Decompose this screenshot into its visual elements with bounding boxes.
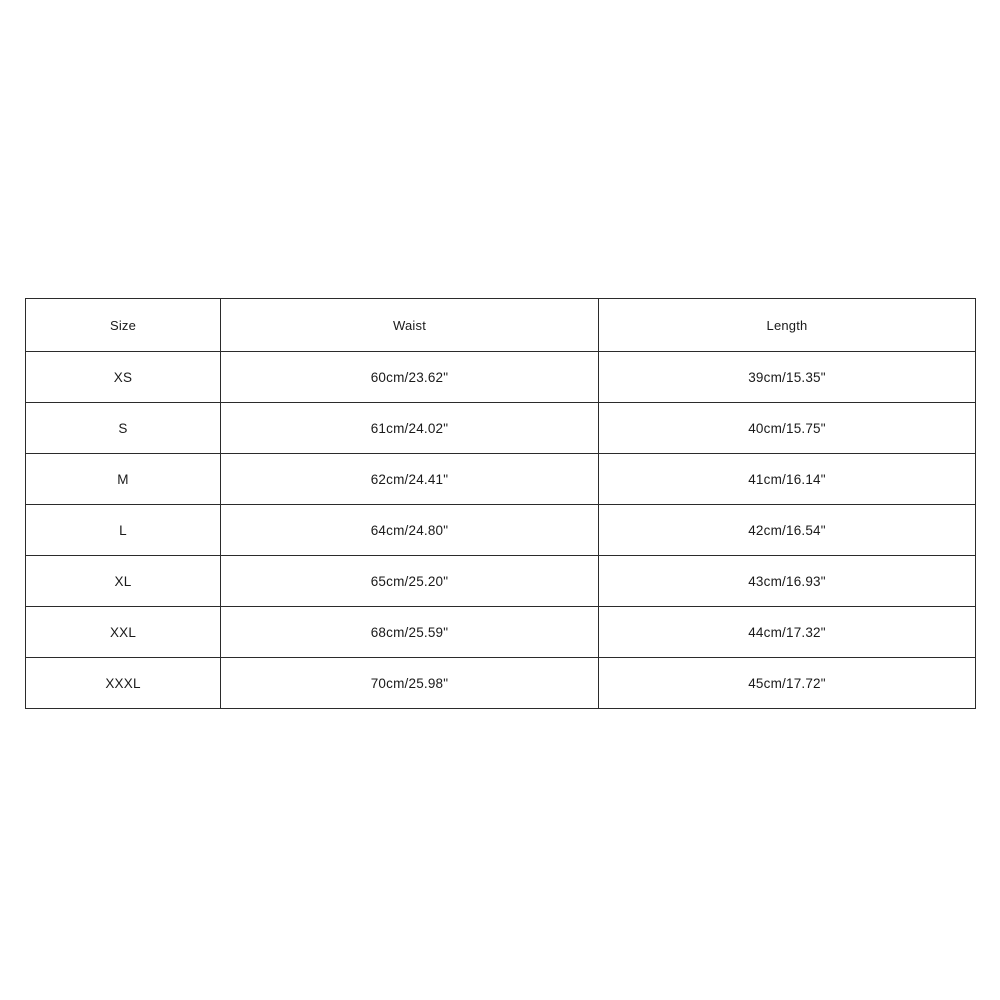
cell-waist: 62cm/24.41": [221, 454, 599, 505]
cell-size: XXL: [26, 607, 221, 658]
cell-length: 43cm/16.93": [599, 556, 976, 607]
table-row: [26, 556, 976, 607]
cell-size: L: [26, 505, 221, 556]
cell-waist: 60cm/23.62": [221, 352, 599, 403]
cell-waist: 61cm/24.02": [221, 403, 599, 454]
table-header-row: [26, 299, 976, 352]
cell-waist: 65cm/25.20": [221, 556, 599, 607]
cell-size: S: [26, 403, 221, 454]
table-row: [26, 505, 976, 556]
column-header-size: Size: [26, 299, 221, 352]
column-header-length: Length: [599, 299, 976, 352]
cell-size: XL: [26, 556, 221, 607]
size-chart-table: [25, 298, 976, 709]
size-chart-container: [25, 298, 975, 709]
cell-size: XXXL: [26, 658, 221, 709]
cell-waist: 70cm/25.98": [221, 658, 599, 709]
cell-length: 40cm/15.75": [599, 403, 976, 454]
table-row: [26, 454, 976, 505]
cell-length: 39cm/15.35": [599, 352, 976, 403]
table-row: [26, 658, 976, 709]
cell-waist: 64cm/24.80": [221, 505, 599, 556]
cell-length: 45cm/17.72": [599, 658, 976, 709]
cell-waist: 68cm/25.59": [221, 607, 599, 658]
table-row: [26, 403, 976, 454]
column-header-waist: Waist: [221, 299, 599, 352]
cell-size: XS: [26, 352, 221, 403]
cell-length: 42cm/16.54": [599, 505, 976, 556]
cell-size: M: [26, 454, 221, 505]
cell-length: 41cm/16.14": [599, 454, 976, 505]
cell-length: 44cm/17.32": [599, 607, 976, 658]
table-row: [26, 607, 976, 658]
table-row: [26, 352, 976, 403]
